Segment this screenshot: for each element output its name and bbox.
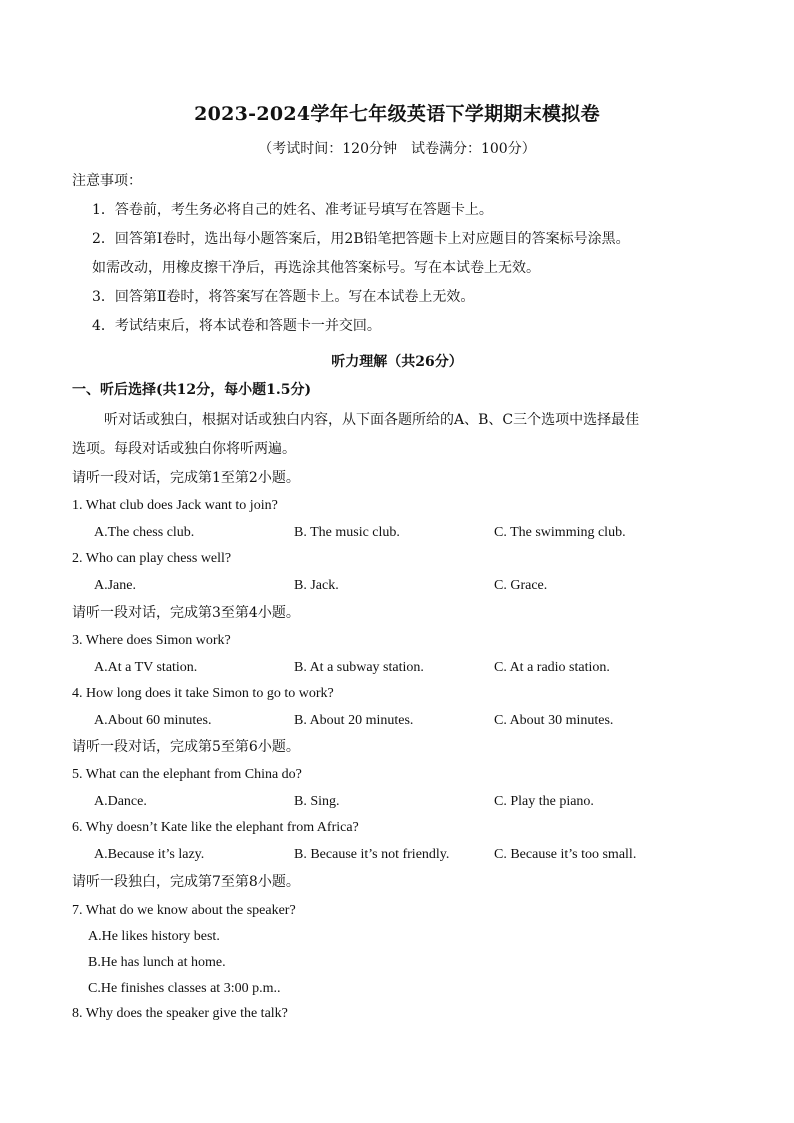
page-title: 2023-2024学年七年级英语下学期期末模拟卷 — [194, 103, 600, 125]
question-text: 3. Where does Simon work? — [72, 633, 231, 648]
question-text: 6. Why doesn’t Kate like the elephant from Africa? — [72, 820, 359, 835]
notice-item: 1．答卷前，考生务必将自己的姓名、准考证号填写在答题卡上。 — [92, 202, 493, 218]
question-text: 7. What do we know about the speaker? — [72, 903, 296, 918]
option-c: C. Play the piano. — [494, 794, 594, 809]
instruction-line: 听对话或独白，根据对话或独白内容，从下面各题所给的A、B、C三个选项中选择最佳 — [104, 412, 640, 428]
option-b: B. Because it’s not friendly. — [294, 847, 450, 862]
option-a: A.He likes history best. — [88, 929, 220, 944]
option-b: B. Sing. — [294, 794, 340, 809]
notice-item-continued: 如需改动，用橡皮擦干净后，再选涂其他答案标号。写在本试卷上无效。 — [92, 260, 540, 276]
option-c: C.He finishes classes at 3:00 p.m.. — [88, 981, 281, 996]
option-a: A.At a TV station. — [94, 660, 198, 675]
option-b: B. At a subway station. — [294, 660, 424, 675]
notice-heading: 注意事项： — [72, 173, 142, 189]
option-b: B. The music club. — [294, 525, 400, 540]
instruction-line: 选项。每段对话或独白你将听两遍。 — [72, 441, 296, 457]
option-a: A.Because it’s lazy. — [94, 847, 205, 862]
section-title: 听力理解（共26分） — [331, 354, 463, 370]
notice-item: 3．回答第Ⅱ卷时，将答案写在答题卡上。写在本试卷上无效。 — [92, 289, 475, 305]
option-b: B.He has lunch at home. — [88, 955, 226, 970]
option-b: B. About 20 minutes. — [294, 713, 414, 728]
option-a: A.About 60 minutes. — [94, 713, 212, 728]
option-a: A.Jane. — [94, 578, 136, 593]
part-title: 一、听后选择(共12分，每小题1.5分) — [72, 382, 312, 398]
notice-item: 2．回答第Ⅰ卷时，选出每小题答案后，用2B铅笔把答题卡上对应题目的答案标号涂黑。 — [92, 231, 630, 247]
option-c: C. Because it’s too small. — [494, 847, 637, 862]
option-a: A.The chess club. — [94, 525, 195, 540]
question-text: 2. Who can play chess well? — [72, 551, 232, 566]
listening-prompt: 请听一段独白，完成第7至第8小题。 — [72, 874, 300, 890]
listening-prompt: 请听一段对话，完成第3至第4小题。 — [72, 605, 300, 621]
question-text: 5. What can the elephant from China do? — [72, 767, 302, 782]
option-c: C. At a radio station. — [494, 660, 610, 675]
notice-item: 4．考试结束后，将本试卷和答题卡一并交回。 — [92, 318, 381, 334]
listening-prompt: 请听一段对话，完成第5至第6小题。 — [72, 739, 300, 755]
option-a: A.Dance. — [94, 794, 147, 809]
question-text: 1. What club does Jack want to join? — [72, 498, 278, 513]
question-text: 8. Why does the speaker give the talk? — [72, 1006, 288, 1021]
option-b: B. Jack. — [294, 578, 339, 593]
option-c: C. The swimming club. — [494, 525, 626, 540]
option-c: C. Grace. — [494, 578, 548, 593]
question-text: 4. How long does it take Simon to go to work? — [72, 686, 334, 701]
option-c: C. About 30 minutes. — [494, 713, 614, 728]
exam-info: （考试时间：120分钟 试卷满分：100分） — [258, 141, 536, 157]
listening-prompt: 请听一段对话，完成第1至第2小题。 — [72, 470, 300, 486]
